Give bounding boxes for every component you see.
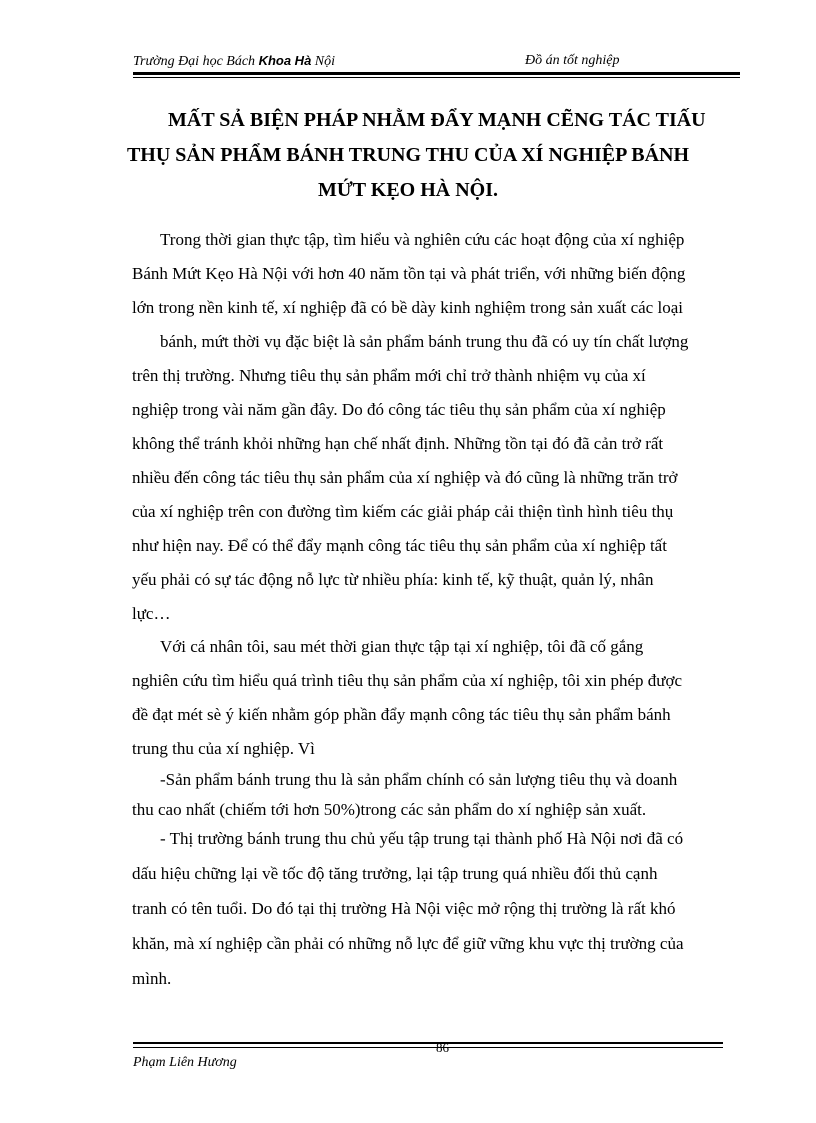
p1-line-6: nghiệp trong vài năm gần đây. Do đó công tác tiêu thụ sản phẩm của xí nghiệp [132, 400, 666, 419]
p4-line-2: dấu hiệu chững lại về tốc độ tăng trưởng, lại tập trung quá nhiều đối thủ cạnh [132, 864, 658, 883]
section-title [120, 103, 706, 208]
p1-line-10: như hiện nay. Để có thể đẩy mạnh công tác tiêu thụ sản phẩm của xí nghiệp tất [132, 536, 667, 555]
p1-line-5: trên thị trường. Nhưng tiêu thụ sản phẩm mới chỉ trở thành nhiệm vụ của xí [132, 366, 646, 385]
p1-line-11: yếu phải có sự tác động nỗ lực từ nhiều phía: kinh tế, kỹ thuật, quản lý, nhân [132, 570, 654, 589]
header-school-part3: Nội [311, 54, 336, 69]
title-line-3: MỨT KẸO HÀ NỘI. [317, 179, 498, 201]
p4-line-5: mình. [132, 969, 172, 988]
header-school [133, 53, 335, 70]
p2-line-1: Với cá nhân tôi, sau mét thời gian thực tập tại xí nghiệp, tôi đã cố gắng [160, 637, 644, 656]
paragraph-4 [132, 821, 740, 996]
p1-line-4: bánh, mứt thời vụ đặc biệt là sản phẩm bánh trung thu đã có uy tín chất lượng [160, 332, 689, 351]
header-rule-thin [133, 77, 740, 78]
p2-line-4: trung thu của xí nghiệp. Vì [132, 739, 315, 758]
p1-line-12: lực… [132, 604, 171, 623]
p4-line-3: tranh có tên tuổi. Do đó tại thị trường Hà Nội việc mở rộng thị trường là rất khó [132, 899, 676, 918]
footer-author: Phạm Liên Hương [133, 1055, 237, 1070]
paragraph-2 [132, 630, 740, 766]
page-footer [133, 1042, 723, 1082]
p1-line-2: Bánh Mứt Kẹo Hà Nội với hơn 40 năm tồn tại và phát triển, với những biến động [132, 264, 686, 283]
p2-line-2: nghiên cứu tìm hiểu quá trình tiêu thụ sản phẩm của xí nghiệp, tôi xin phép được [132, 671, 683, 690]
p1-line-3: lớn trong nền kinh tế, xí nghiệp đã có bề dày kinh nghiệm trong sản xuất các loại [132, 298, 683, 317]
p3-line-2: thu cao nhất (chiếm tới hơn 50%)trong các sản phẩm do xí nghiệp sản xuất. [132, 800, 647, 819]
page-number: 86 [436, 1040, 449, 1055]
footer-rule-thin [133, 1047, 723, 1048]
paragraph-3 [132, 765, 740, 825]
p1-line-8: nhiều đến công tác tiêu thụ sản phẩm của xí nghiệp và đó cũng là những trăn trở [132, 468, 678, 487]
p4-line-4: khăn, mà xí nghiệp cần phải có những nỗ lực để giữ vững khu vực thị trường của [132, 934, 684, 953]
title-line-1: MẤT SẢ BIỆN PHÁP NHẰM ĐẨY MẠNH CẼNG TÁC TIẤU [168, 109, 706, 131]
p4-line-1: - Thị trường bánh trung thu chủ yếu tập trung tại thành phố Hà Nội nơi đã có [160, 829, 684, 848]
header-doc-type: Đồ án tốt nghiệp [525, 53, 620, 68]
paragraph-1 [132, 223, 740, 631]
page-header [133, 50, 740, 80]
p1-line-7: không thể tránh khỏi những hạn chế nhất định. Những tồn tại đó đã cản trở rất [132, 434, 664, 453]
p1-line-1: Trong thời gian thực tập, tìm hiểu và nghiên cứu các hoạt động của xí nghiệp [160, 230, 685, 249]
p2-line-3: đề đạt mét sè ý kiến nhằm góp phần đẩy mạnh công tác tiêu thụ sản phẩm bánh [132, 705, 671, 724]
footer-rule-thick [133, 1042, 723, 1044]
header-rule-thick [133, 72, 740, 75]
p3-line-1: -Sản phẩm bánh trung thu là sản phẩm chính có sản lượng tiêu thụ và doanh [160, 770, 678, 789]
header-school-part2: Khoa Hà [258, 53, 312, 68]
p1-line-9: của xí nghiệp trên con đường tìm kiếm các giải pháp cải thiện tình hình tiêu thụ [132, 502, 674, 521]
header-school-part1: Trường Đại học Bách [133, 54, 259, 69]
title-line-2: THỤ SẢN PHẨM BÁNH TRUNG THU CỦA XÍ NGHIỆP BÁNH [126, 144, 690, 166]
